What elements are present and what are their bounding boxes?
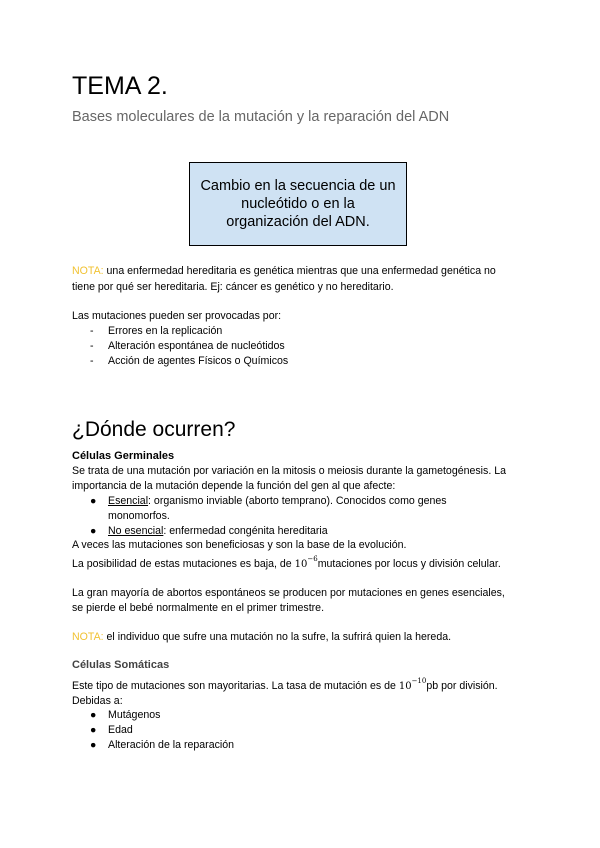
nota2-label: NOTA: — [72, 631, 104, 643]
germinal-line2: importancia de la mutación depende la función del gen al que afecte: — [72, 480, 396, 492]
somatic-heading: Células Somáticas — [72, 659, 170, 671]
germinal-line1: Se trata de una mutación por variación en la mitosis o meiosis durante la gametogénesis. La — [72, 465, 506, 477]
germinal-line4: La posibilidad de estas mutaciones es baja, de $10^{-6}mutaciones$ por locus y división celular. — [72, 555, 501, 570]
germinal-line3: A veces las mutaciones son beneficiosas y son la base de la evolución. — [72, 539, 407, 551]
where-heading: ¿Dónde ocurren? — [72, 418, 236, 441]
nota1-label: NOTA: — [72, 265, 104, 277]
nota2-text: el individuo que sufre una mutación no la sufre, la sufrirá quien la hereda. — [103, 631, 452, 643]
term-esencial: Esencial — [108, 495, 149, 507]
causes-intro: Las mutaciones pueden ser provocadas por: — [72, 310, 282, 322]
nota2-line — [72, 630, 451, 645]
definition-text: Cambio en la secuencia de un nucleótido o en la organización del ADN. — [200, 178, 396, 230]
somatic-line2: Debidas a: — [72, 695, 123, 707]
nota1-text: una enfermedad hereditaria es genética mientras que una enfermedad genética no — [103, 265, 496, 277]
germinal-para2-line1: La gran mayoría de abortos espontáneos se producen por mutaciones en genes esenciales, — [72, 587, 505, 599]
page-subtitle: Bases moleculares de la mutación y la reparación del ADN — [72, 109, 450, 125]
germinal-para2-line2: se pierde el bebé normalmente en el primer trimestre. — [72, 602, 325, 614]
page-title: TEMA 2. — [72, 72, 168, 100]
term-no-esencial: No esencial — [108, 525, 164, 537]
germinal-heading: Células Germinales — [72, 450, 175, 462]
nota1-line2: tiene por qué ser hereditaria. Ej: cáncer es genético y no hereditario. — [72, 281, 394, 293]
definition-box — [189, 162, 407, 246]
document-page: TEMA 2. Bases moleculares de la mutación y la reparación del ADN Cambio en la secuencia de un nucleótido o en la organización del ADN. NOTA: una enfermedad hereditaria es genética mientras que una enfermedad genética no tiene por qué ser hereditaria. Ej: cáncer es genético y no hereditario. Las mutaciones pueden ser provocadas por: - Errores en la replicación - Alteración espontánea de nucleótidos - Acción de agentes Físicos o Químicos ¿Dónde ocurren? Células Germinales Se trata de una mutación por variación en la mitosis o meiosis durante la gametogénesis. La importancia de la mutación depende la función del gen al que afecte: ● Esencial: organismo inviable (aborto temprano). Conocidos como genes monomorfos. ● No esencial: enfermedad congénita hereditaria A veces las mutaciones son beneficiosas y son la base de la evolución. La posibilidad de estas mutaciones es baja, de $10^{-6}mutaciones$ por locus y división celular. La gran mayoría de abortos espontáneos se producen por mutaciones en genes esenciales, se pierde el bebé normalmente en el primer trimestre. NOTA: el individuo que sufre una mutación no la sufre, la sufrirá quien la hereda. Células Somáticas Este tipo de mutaciones son mayoritarias. La tasa de mutación es de $10^{-10}pb$ por división. Debidas a: ● Mutágenos ● Edad ● Alteración de la reparación — [72, 72, 506, 751]
nota1-line1 — [72, 264, 496, 279]
somatic-line1: Este tipo de mutaciones son mayoritarias. La tasa de mutación es de $10^{-10}pb$ por división. — [72, 677, 498, 692]
